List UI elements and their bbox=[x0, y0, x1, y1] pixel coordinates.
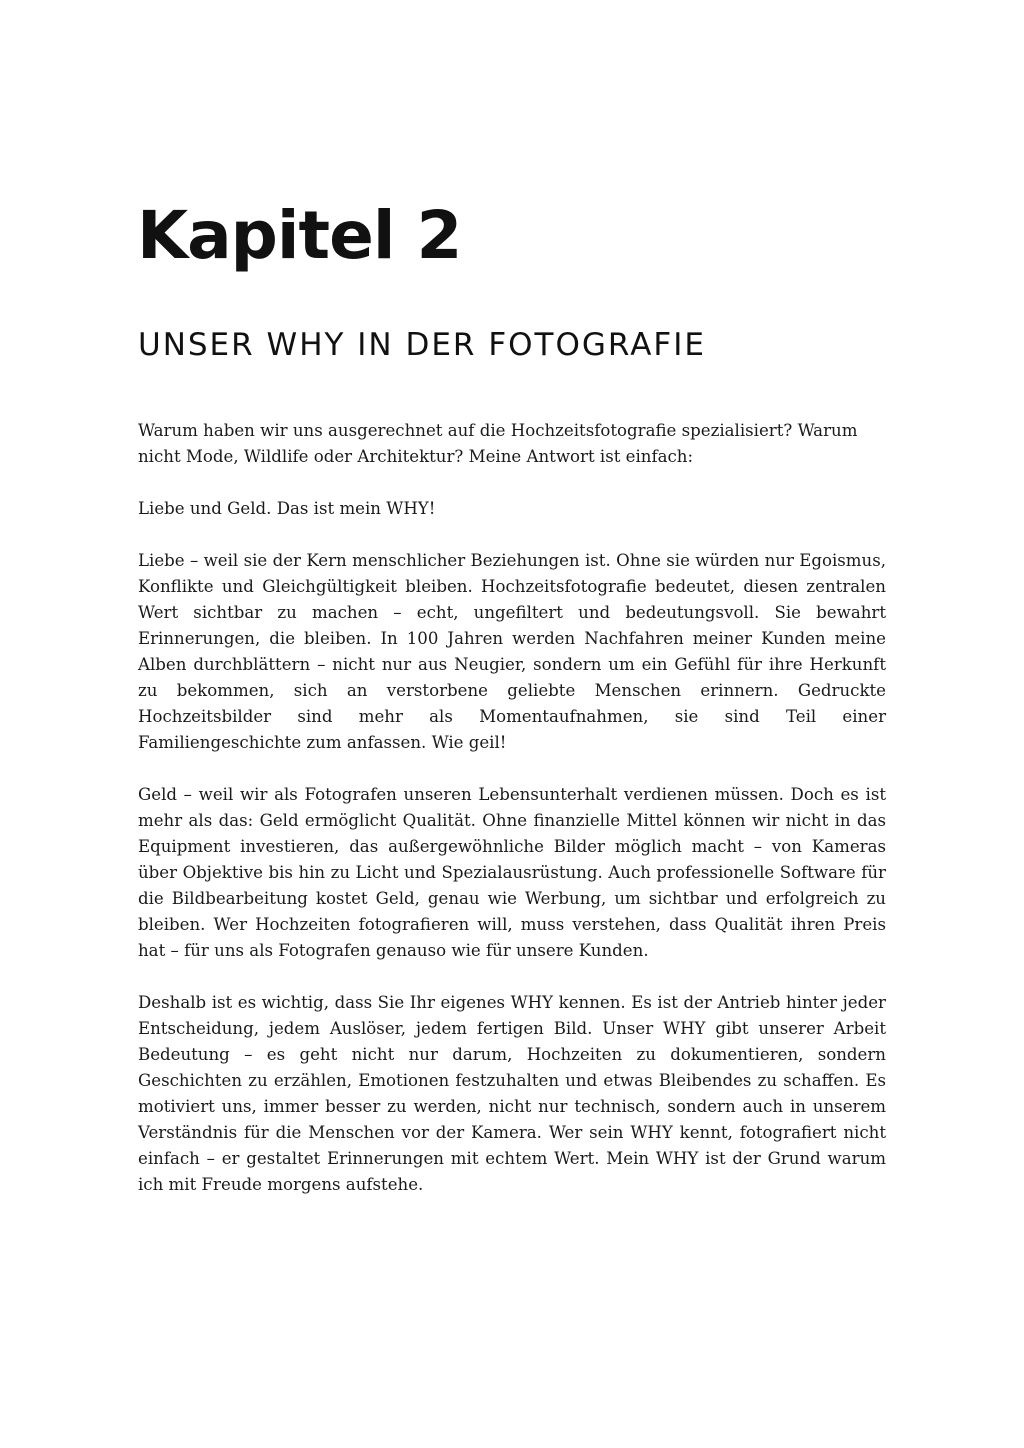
paragraph-why-statement: Liebe und Geld. Das ist mein WHY! bbox=[138, 499, 436, 518]
chapter-title: Kapitel 2 bbox=[137, 197, 462, 274]
body-text bbox=[138, 418, 886, 1224]
chapter-subtitle: UNSER WHY IN DER FOTOGRAFIE bbox=[138, 327, 706, 363]
paragraph-deshalb: Deshalb ist es wichtig, dass Sie Ihr eigenes WHY kennen. Es ist der Antrieb hinter jeder Entscheidung, jedem Auslöser, jedem fertigen Bild. Unser WHY gibt unserer Arbeit Bedeutung – es geht nicht nur darum, Hochzeiten zu dokumentieren, sondern Geschichten zu erzählen, Emotionen festzuhalten und etwas Bleibendes zu schaffen. Es motiviert uns, immer besser zu werden, nicht nur technisch, sondern auch in unserem Verständnis für die Menschen vor der Kamera. Wer sein WHY kennt, fotografiert nicht einfach – er gestaltet Erinnerungen mit echtem Wert. Mein WHY ist der Grund warum ich mit Freude morgens aufstehe. bbox=[138, 993, 886, 1194]
paragraph-liebe: Liebe – weil sie der Kern menschlicher Beziehungen ist. Ohne sie würden nur Egoismus, Konflikte und Gleichgültigkeit bleiben. Hochzeitsfotografie bedeutet, diesen zentralen Wert sichtbar zu machen – echt, ungefiltert und bedeutungsvoll. Sie bewahrt Erinnerungen, die bleiben. In 100 Jahren werden Nachfahren meiner Kunden meine Alben durchblättern – nicht nur aus Neugier, sondern um ein Gefühl für ihre Herkunft zu bekommen, sich an verstorbene geliebte Menschen erinnern. Gedruckte Hochzeitsbilder sind mehr als Momentaufnahmen, sie sind Teil einer Familiengeschichte zum anfassen. Wie geil! bbox=[138, 551, 886, 752]
paragraph-intro: Warum haben wir uns ausgerechnet auf die Hochzeitsfotografie spezialisiert? Warum nicht Mode, Wildlife oder Architektur? Meine Antwort ist einfach: bbox=[138, 421, 858, 466]
paragraph-geld: Geld – weil wir als Fotografen unseren Lebensunterhalt verdienen müssen. Doch es ist mehr als das: Geld ermöglicht Qualität. Ohne finanzielle Mittel können wir nicht in das Equipment investieren, das außergewöhnliche Bilder möglich macht – von Kameras über Objektive bis hin zu Licht und Spezialausrüstung. Auch professionelle Software für die Bildbearbeitung kostet Geld, genau wie Werbung, um sichtbar und erfolgreich zu bleiben. Wer Hochzeiten fotografieren will, muss verstehen, dass Qualität ihren Preis hat – für uns als Fotografen genauso wie für unsere Kunden. bbox=[138, 785, 886, 960]
